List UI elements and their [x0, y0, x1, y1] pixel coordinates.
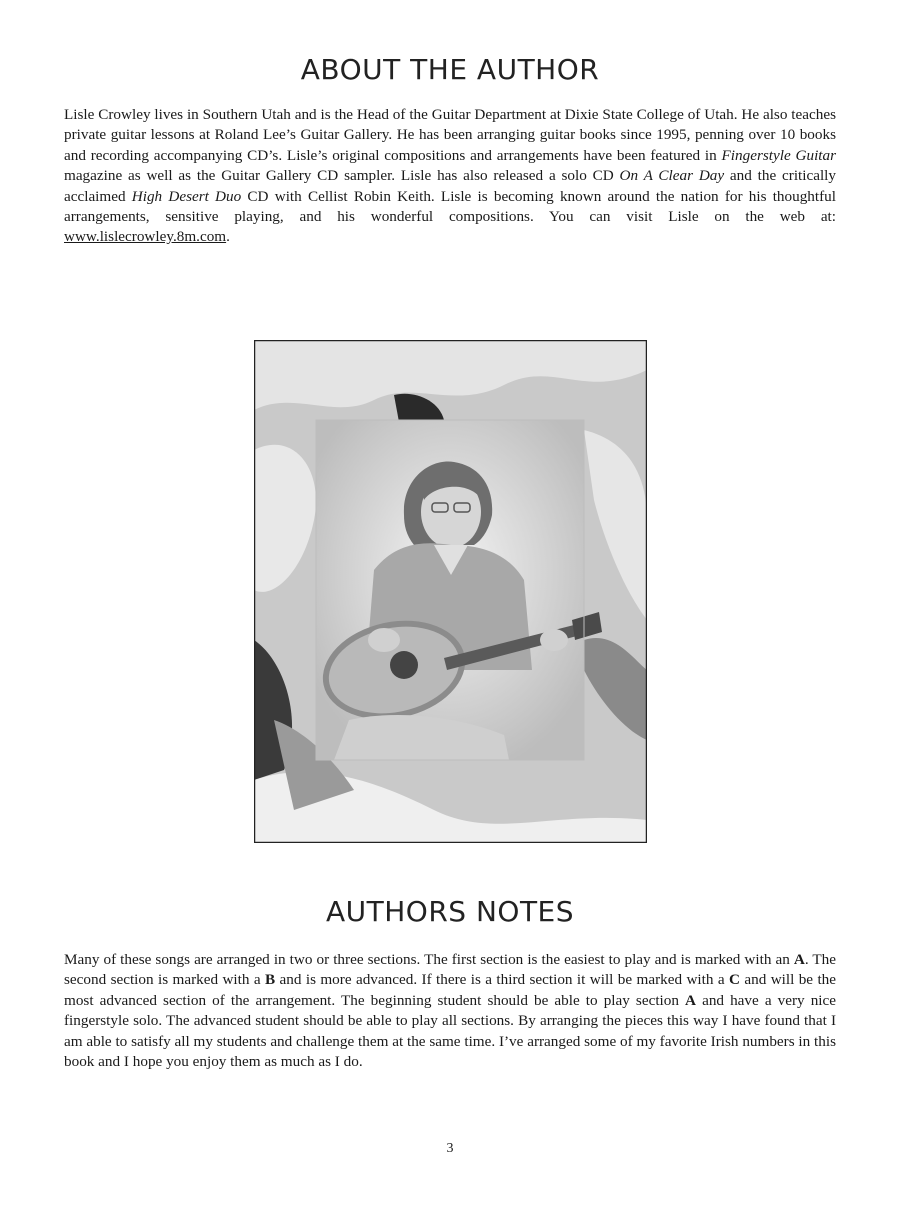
section-b-label: B — [264, 971, 276, 989]
section-a-label-2: A — [685, 991, 696, 1009]
cd-title-high-desert-duo: High Desert Duo — [131, 187, 242, 205]
authors-notes-heading: AUTHORS NOTES — [325, 895, 575, 928]
notes-text-3: and is more advanced. If there is a third section it will be marked with a — [275, 971, 729, 989]
notes-text-2: . The second section is marked with a — [64, 951, 836, 989]
magazine-title: Fingerstyle Guitar — [721, 146, 837, 164]
cd-title-clear-day: On A Clear Day — [619, 167, 725, 185]
authors-notes-paragraph — [64, 950, 836, 1072]
about-text-2: magazine as well as the Guitar Gallery CD sampler. Lisle has also released a solo CD — [64, 167, 620, 185]
website-link[interactable]: www.lislecrowley.8m.com — [64, 228, 227, 246]
notes-text-5: and have a very nice fingerstyle solo. The advanced student should be able to play all sections. By arranging the pieces this way I have found that I am able to satisfy all my students and challenge them at the same time. I’ve arranged some of my favorite Irish numbers in this book and I hope you enjoy them as much as I do. — [64, 991, 837, 1071]
about-text-5: . — [226, 228, 230, 246]
about-author-heading: ABOUT THE AUTHOR — [300, 53, 600, 86]
section-c-label: C — [729, 971, 740, 989]
notes-text-1: Many of these songs are arranged in two or three sections. The first section is the easiest to play and is marked with an — [64, 951, 794, 968]
author-photo — [254, 340, 647, 843]
page-number: 3 — [446, 1141, 454, 1156]
about-author-paragraph — [64, 105, 836, 248]
about-text-1: Lisle Crowley lives in Southern Utah and is the Head of the Guitar Department at Dixie State College of Utah. He also teaches private guitar lessons at Roland Lee’s Guitar Gallery. He has been arranging guitar books since 1995, penning over 10 books and recording accompanying CD’s. Lisle’s original compositions and arrangements have been featured in — [64, 106, 836, 164]
about-text-4: CD with Cellist Robin Keith. Lisle is becoming known around the nation for his thoughtful arrangements, sensitive playing, and his wonderful compositions. You can visit Lisle on the web at: — [64, 187, 836, 226]
notes-text-4: and will be the most advanced section of the arrangement. The beginning student should be able to play section — [64, 971, 836, 1009]
section-a-label: A — [793, 951, 805, 968]
about-text-3: and the critically acclaimed — [64, 167, 836, 205]
